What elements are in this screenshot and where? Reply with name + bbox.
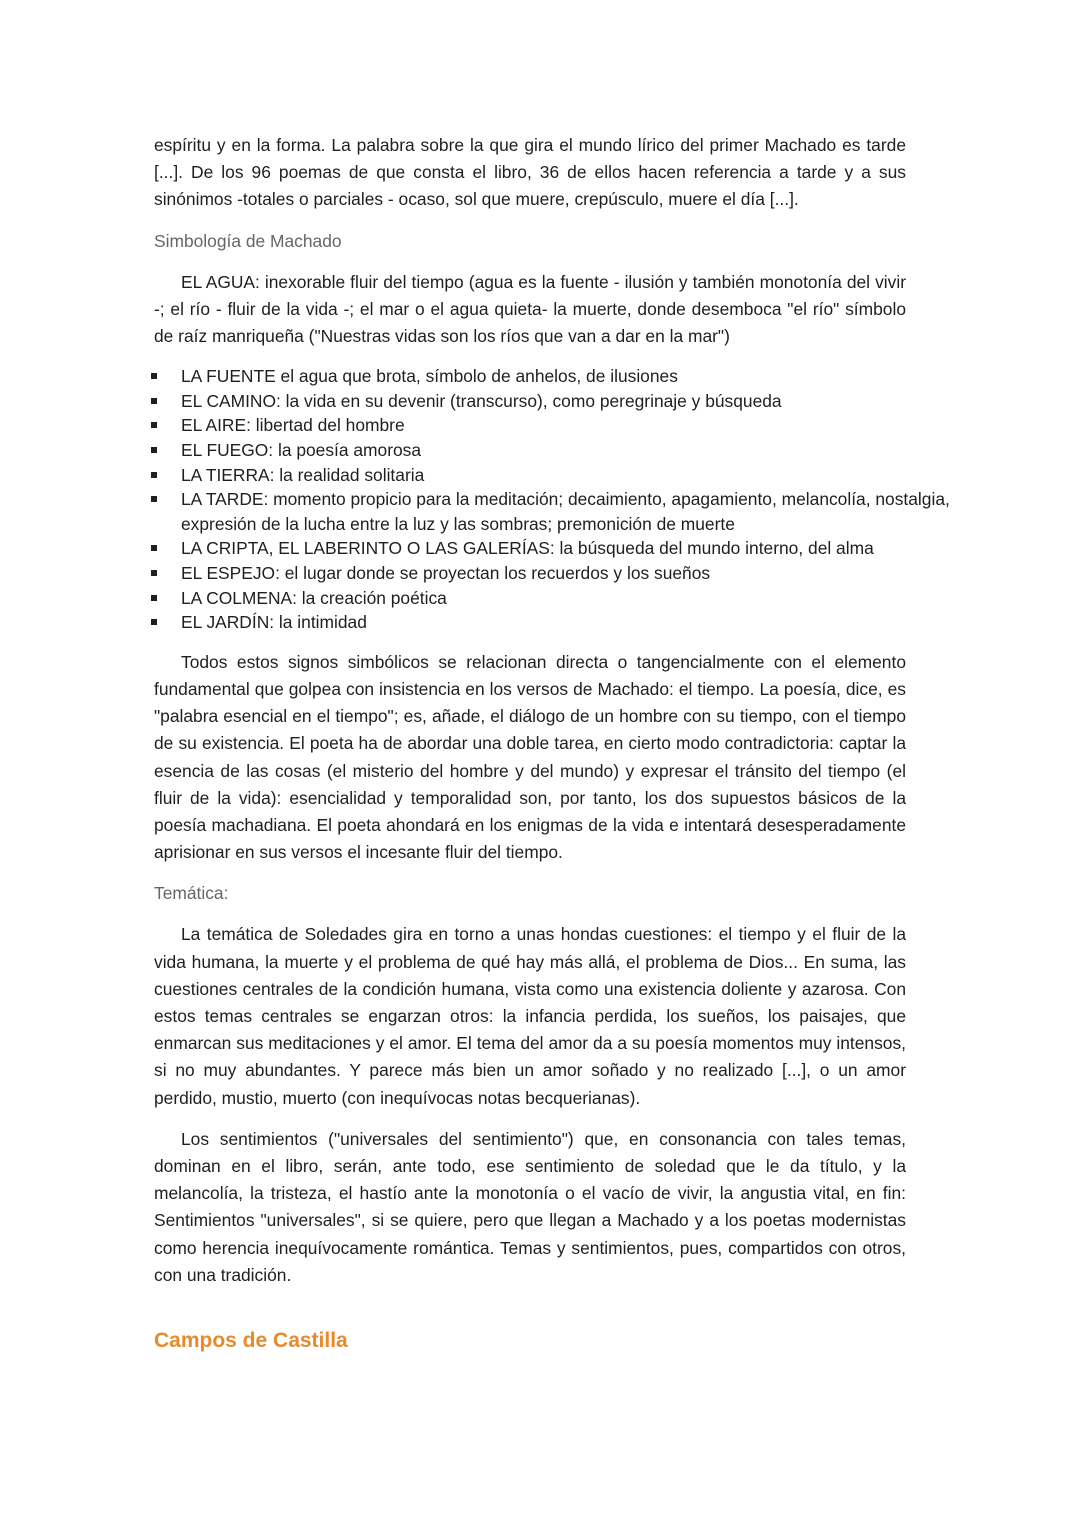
bullet-icon [151,595,157,601]
intro-paragraph: espíritu y en la forma. La palabra sobre la que gira el mundo lírico del primer Machado es tarde [...]. De los 96 poemas de que consta el libro, 36 de ellos hacen referencia a tarde y a sus sinónimos -totales o parciales - ocaso, sol que muere, crepúsculo, muere el día [...]. [154,135,906,210]
subheading-tematica: Temática: [154,883,229,904]
list-item [154,389,951,414]
bullet-icon [151,472,157,478]
list-item [154,487,951,536]
bullet-icon [151,447,157,453]
section-title-campos: Campos de Castilla [154,1329,348,1353]
list-item-text: EL FUEGO: la poesía amorosa [181,440,422,460]
list-item [154,463,951,488]
bullet-icon [151,545,157,551]
list-item-text: LA COLMENA: la creación poética [181,587,447,608]
list-item [154,438,951,463]
tematica-paragraph: La temática de Soledades gira en torno a unas hondas cuestiones: el tiempo y el fluir de la vida humana, la muerte y el problema de qué hay más allá, el problema de Dios... En suma, las cuestiones centrales de la condición humana, vista como una existencia doliente y azarosa. Con estos temas centrales se engarzan otros: la infancia perdida, los sueños, los paisajes, que enmarcan sus meditaciones y el amor. El tema del amor da a su poesía momentos muy intensos, si no muy abundantes. Y parece más bien un amor soñado y no realizado [...], o un amor perdido, mustio, muerto (con inequívocas notas becquerianas). [154,924,906,1108]
list-item-text: EL ESPEJO: el lugar donde se proyectan los recuerdos y los sueños [181,562,711,583]
symbol-list [154,364,950,635]
list-item [154,561,951,586]
list-item-text: EL AIRE: libertad del hombre [181,415,405,436]
agua-paragraph: EL AGUA: inexorable fluir del tiempo (agua es la fuente - ilusión y también monotonía del vivir -; el río - fluir de la vida -; el mar o el agua quieta- la muerte, donde desemboca "el río" símbolo de raíz manriqueña ("Nuestras vidas son los ríos que van a dar en la mar") [154,271,906,347]
bullet-icon [151,619,157,625]
list-item [154,610,951,635]
list-item [154,586,951,611]
signos-paragraph: Todos estos signos simbólicos se relacionan directa o tangencialmente con el elemento fundamental que golpea con insistencia en los versos de Machado: el tiempo. La poesía, dice, es "palabra esencial en el tiempo"; es, añade, el diálogo de un hombre con su tiempo, con el tiempo de su existencia. El poeta ha de abordar una doble tarea, en cierto modo contradictoria: captar la esencia de las cosas (el misterio del hombre y del mundo) y expresar el tránsito del tiempo (el fluir de la vida): esencialidad y temporalidad son, por tanto, los dos supuestos básicos de la poesía machadiana. El poeta ahondará en los enigmas de la vida e intentará desesperadamente aprisionar en sus versos el incesante fluir del tiempo. [154,651,906,863]
list-item-text: EL JARDÍN: la intimidad [181,612,367,633]
list-item [154,364,951,389]
list-item-text: LA FUENTE el agua que brota, símbolo de anhelos, de ilusiones [181,366,678,387]
bullet-icon [151,398,157,404]
bullet-icon [151,422,157,428]
bullet-icon [151,496,157,502]
list-item [154,413,951,438]
document-page [154,132,950,1355]
list-item-text: LA TARDE: momento propicio para la meditación; decaimiento, apagamiento, melancolía, nostalgia, expresión de la lucha entre la luz y las sombras; premonición de muerte [181,489,950,534]
bullet-icon [151,570,157,576]
sentimientos-paragraph: Los sentimientos ("universales del sentimiento") que, en consonancia con tales temas, dominan en el libro, serán, ante todo, ese sentimiento de soledad que le da título, y la melancolía, la tristeza, el hastío ante la monotonía o el vacío de vivir, la angustia vital, en fin: Sentimientos "universales", si se quiere, pero que llegan a Machado y a los poetas modernistas como herencia inequívocamente romántica. Temas y sentimientos, pues, compartidos con otros, con una tradición. [154,1128,906,1285]
list-item-text: EL CAMINO: la vida en su devenir (transcurso), como peregrinaje y búsqueda [181,390,782,411]
subheading-simbologia: Simbología de Machado [154,230,342,251]
list-item [154,536,951,561]
list-item-text: LA TIERRA: la realidad solitaria [181,464,425,485]
list-item-text: LA CRIPTA, EL LABERINTO O LAS GALERÍAS: la búsqueda del mundo interno, del alma [181,538,874,559]
bullet-icon [151,373,157,379]
